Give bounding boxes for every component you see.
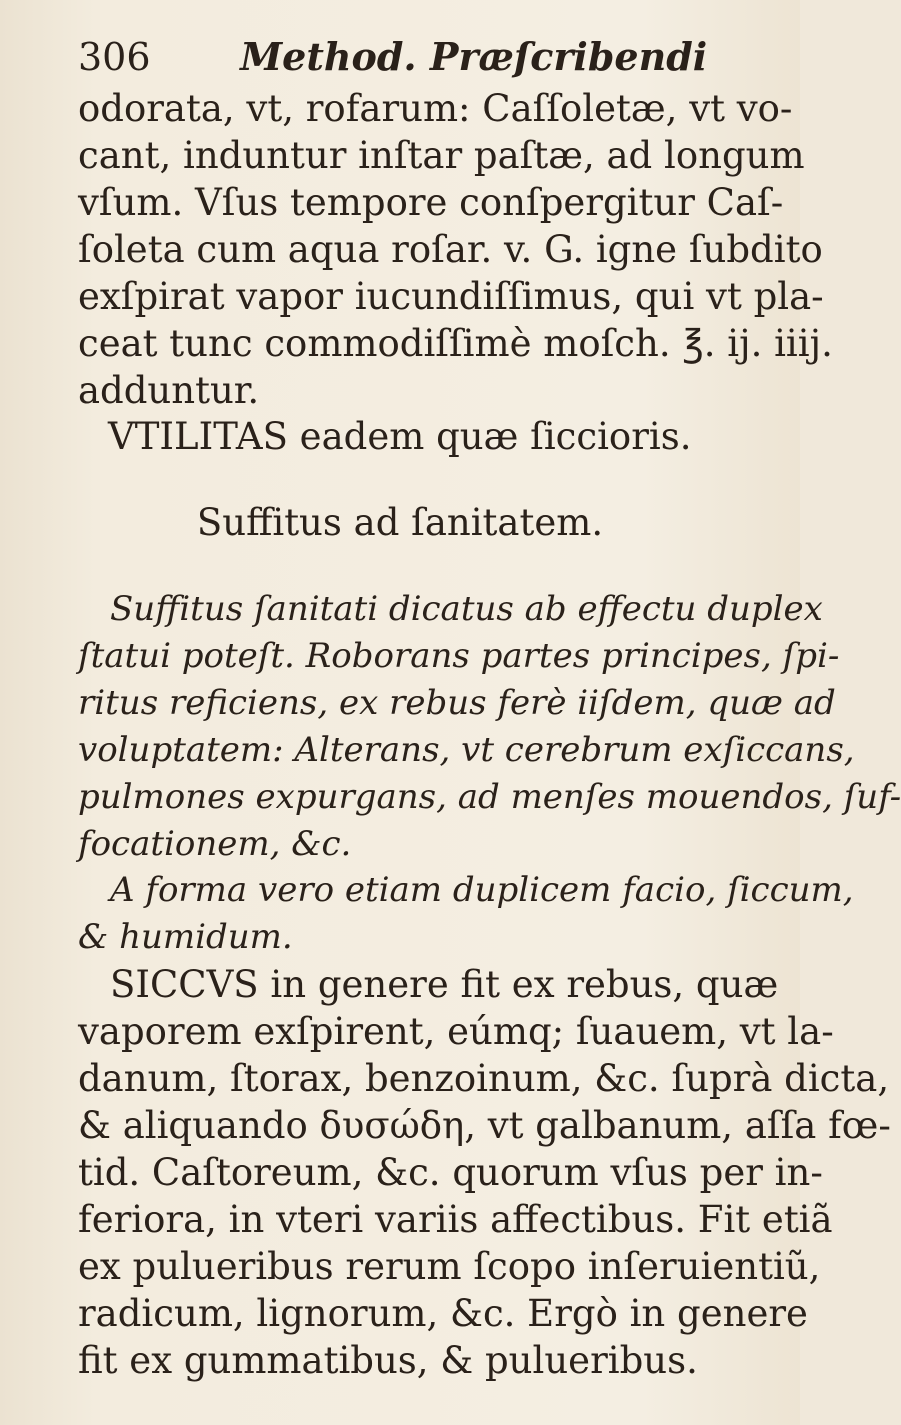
page-number: 306 [78,35,151,79]
body-line: ex pulueribus rerum ſcopo inſeruientiũ, [78,1245,821,1288]
italic-line: pulmones expurgans, ad menſes mouendos, ſuf- [78,777,901,817]
body-line: vſum. Vſus tempore conſpergitur Caſ- [78,181,784,224]
body-line: odorata, vt, rofarum: Caſſoletæ, vt vo- [78,87,793,130]
italic-line: A forma vero etiam duplicem facio, ſiccum, [110,870,854,910]
body-line: exſpirat vapor iucundiſſimus, qui vt pla- [78,275,824,318]
body-line: SICCVS in genere fit ex rebus, quæ [110,963,779,1006]
body-line: danum, ſtorax, benzoinum, &c. ſuprà dicta, [78,1057,890,1100]
page-header [78,34,774,80]
body-line: ceat tunc commodiſſimè moſch. ℥. ij. iiij. [78,322,833,365]
italic-line: Suffitus ſanitati dicatus ab effectu duplex [110,589,823,629]
body-line: cant, induntur inſtar paſtæ, ad longum [78,134,805,177]
section-heading: Suffitus ad ſanitatem. [196,501,604,544]
body-line: adduntur. [78,369,260,412]
body-line: & aliquando δυσώδη, vt galbanum, aſſa fœ- [78,1104,891,1147]
italic-line: voluptatem: Alterans, vt cerebrum exſiccans, [78,730,855,770]
body-line: feriora, in vteri variis affectibus. Fit etiã [78,1198,833,1241]
italic-line: focationem, &c. [78,824,352,864]
body-line: radicum, lignorum, &c. Ergò in genere [78,1292,808,1335]
body-line: tid. Caſtoreum, &c. quorum vſus per in- [78,1151,823,1194]
body-line: vaporem exſpirent, eúmq; ſuauem, vt la- [78,1010,834,1053]
body-line: VTILITAS eadem quæ ſiccioris. [108,415,692,458]
italic-line: ritus reficiens, ex rebus ferè iiſdem, quæ ad [78,683,836,723]
italic-line: ſtatui poteſt. Roborans partes principes, ſpi- [78,636,840,676]
running-title: Method. Præſcribendi [240,34,708,79]
body-line: fit ex gummatibus, & pulueribus. [78,1339,698,1382]
italic-line: & humidum. [78,917,293,957]
body-line: ſoleta cum aqua roſar. v. G. igne ſubdito [78,228,823,271]
